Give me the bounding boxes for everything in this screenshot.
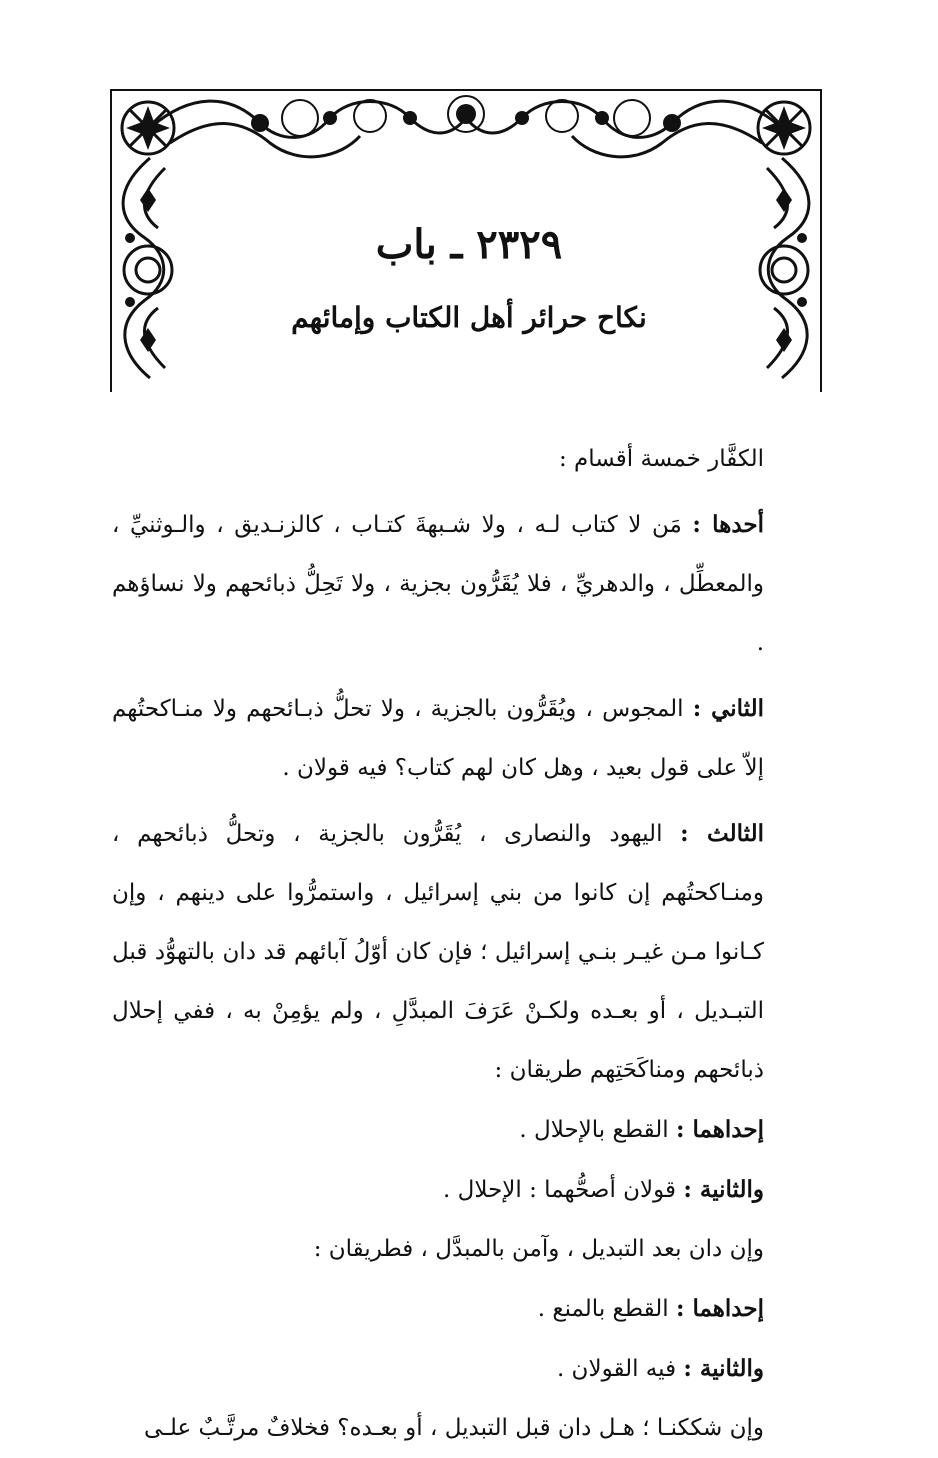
paragraph-path-two	[112, 1160, 764, 1220]
paragraph-label: إحداهما :	[675, 1116, 764, 1143]
intro-paragraph: الكفَّار خمسة أقسام :	[558, 446, 764, 472]
paragraph-path-two-b	[112, 1339, 764, 1399]
body-text	[112, 430, 764, 1458]
chapter-number: ٢٣٢٩ ـ باب	[375, 221, 563, 268]
paragraph-text: مَن لا كتاب لـه ، ولا شـبهةَ كتـاب ، كالزنـديق ، والـوثنيِّ ، والمعطِّل ، والدهريِّ ، فلا يُقَرُّون بجزية ، ولا تَحِلُّ ذبائحهم ولا نساؤهم .	[112, 512, 764, 656]
paragraph-text: المجوس ، ويُقَرُّون بالجزية ، ولا تحلُّ ذبـائحهم ولا منـاكحتُهم إلاّ على قول بعيد ، وهل كان لهم كتاب؟ فيه قولان .	[112, 696, 764, 781]
paragraph-path-one-b	[112, 1279, 764, 1339]
paragraph-after-change: وإن دان بعد التبديل ، وآمن بالمبدَّل ، فطريقان :	[313, 1236, 764, 1262]
paragraph-text: فيه القولان .	[556, 1356, 684, 1382]
paragraph-label: والثانية :	[683, 1176, 764, 1203]
paragraph-third-category	[112, 804, 764, 1100]
paragraph-second-category	[112, 679, 764, 798]
paragraph-label: إحداهما :	[675, 1295, 764, 1322]
paragraph-first-category	[112, 495, 764, 673]
paragraph-text: قولان أصحُّهما : الإحلال .	[443, 1177, 684, 1203]
paragraph-label: والثانية :	[683, 1355, 764, 1382]
paragraph-text: القطع بالمنع .	[537, 1296, 676, 1322]
paragraph-doubt: وإن شككنـا ؛ هـل دان قبل التبديل ، أو بعـده؟ فخلافٌ مرتَّـبٌ علـى	[143, 1415, 764, 1441]
paragraph-label: أحدها :	[692, 511, 764, 538]
paragraph-path-one	[112, 1100, 764, 1160]
paragraph-label: الثاني :	[692, 695, 764, 722]
paragraph-text: اليهود والنصارى ، يُقَرُّون بالجزية ، وتحلُّ ذبائحهم ، ومنـاكحتُهم إن كانوا من بني إسرائيل ، واستمرُّوا على دينهم ، وإن كـانوا مـن غيـر بنـي إسرائيل ؛ فإن كان أوّلُ آبائهم قد دان بالتهوُّد قبل التبـديل ، أو بعـده ولكـنْ عَرَفَ المبدَّلِ ، ولم يؤمِنْ به ، ففي إحلال ذبائحهم ومناكَحَتِهم طريقان :	[112, 821, 764, 1083]
chapter-title: نكاح حرائر أهل الكتاب وإمائهم	[291, 301, 647, 334]
paragraph-text: القطع بالإحلال .	[519, 1117, 676, 1143]
paragraph-label: الثالث :	[680, 820, 765, 847]
